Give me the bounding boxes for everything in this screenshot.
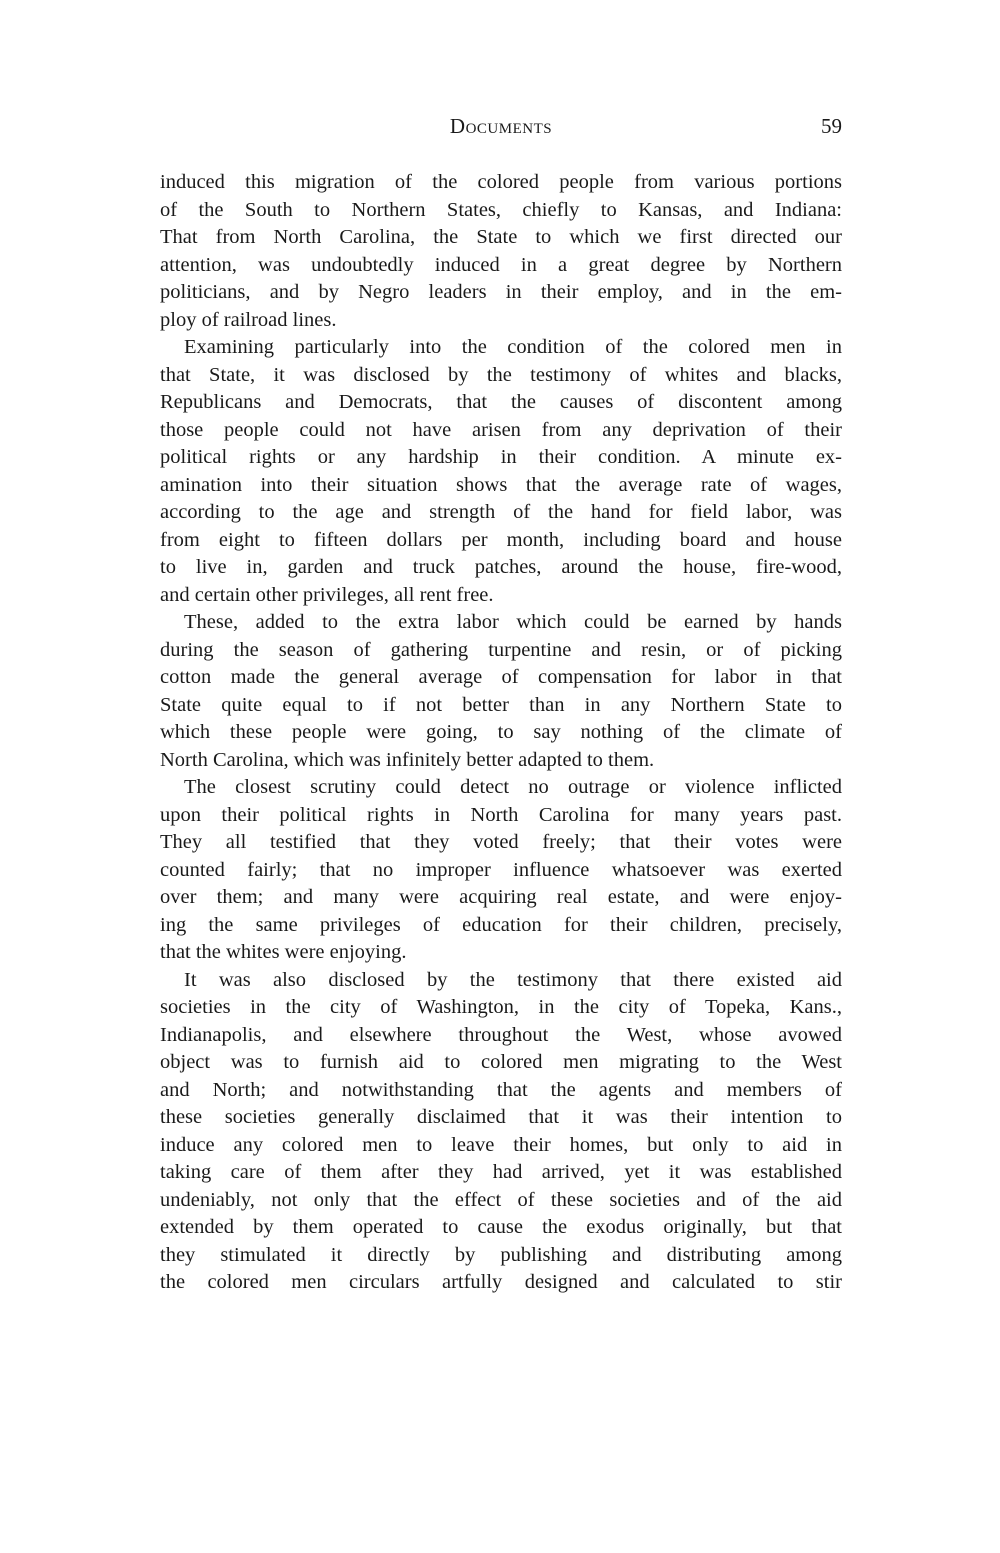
text-line: The closest scrutiny could detect no outrage or violence inflicted bbox=[184, 776, 842, 798]
text-line: Republicans and Democrats, that the causes of discontent among bbox=[160, 391, 842, 413]
text-line: Indianapolis, and elsewhere throughout the West, whose avowed bbox=[160, 1023, 842, 1046]
text-line: object was to furnish aid to colored men migrating to the West bbox=[160, 1051, 842, 1073]
text-line: and certain other privileges, all rent free. bbox=[160, 583, 494, 606]
text-line: extended by them operated to cause the exodus originally, but that bbox=[160, 1216, 842, 1238]
text-line: ing the same privileges of education for their children, precisely, bbox=[160, 913, 842, 936]
page-number: 59 bbox=[821, 114, 842, 138]
page-header bbox=[160, 114, 842, 144]
text-line: taking care of them after they had arrived, yet it was established bbox=[160, 1161, 842, 1183]
text-line: Examining particularly into the condition of the colored men in bbox=[184, 336, 842, 358]
text-line: These, added to the extra labor which could be earned by hands bbox=[184, 611, 842, 633]
paragraph bbox=[160, 774, 842, 967]
paragraph bbox=[160, 334, 842, 609]
text-line: cotton made the general average of compensation for labor in that bbox=[160, 666, 842, 688]
text-line: attention, was undoubtedly induced in a great degree by Northern bbox=[160, 253, 842, 276]
text-line: induced this migration of the colored people from various portions bbox=[160, 171, 842, 193]
text-line: which these people were going, to say nothing of the climate of bbox=[160, 721, 842, 743]
body-text bbox=[160, 169, 842, 1297]
paragraph bbox=[160, 169, 842, 334]
text-line: undeniably, not only that the effect of these societies and of the aid bbox=[160, 1188, 842, 1211]
text-line: State quite equal to if not better than in any Northern State to bbox=[160, 693, 842, 716]
text-line: induce any colored men to leave their homes, but only to aid in bbox=[160, 1133, 842, 1156]
text-line: That from North Carolina, the State to which we first directed our bbox=[160, 226, 842, 248]
text-line: societies in the city of Washington, in the city of Topeka, Kans., bbox=[160, 996, 842, 1018]
text-line: according to the age and strength of the hand for field labor, was bbox=[160, 501, 842, 523]
text-line: upon their political rights in North Carolina for many years past. bbox=[160, 803, 842, 826]
paragraph bbox=[160, 609, 842, 774]
text-line: to live in, garden and truck patches, around the house, fire-wood, bbox=[160, 556, 842, 578]
text-line: politicians, and by Negro leaders in their employ, and in the em- bbox=[160, 281, 842, 303]
text-line: those people could not have arisen from any deprivation of their bbox=[160, 418, 842, 441]
text-line: North Carolina, which was infinitely better adapted to them. bbox=[160, 748, 655, 771]
text-line: ploy of railroad lines. bbox=[160, 308, 337, 331]
text-line: from eight to fifteen dollars per month, including board and house bbox=[160, 528, 842, 551]
text-line: and North; and notwithstanding that the agents and members of bbox=[160, 1078, 842, 1101]
text-line: It was also disclosed by the testimony that there existed aid bbox=[184, 968, 842, 991]
text-line: political rights or any hardship in their condition. A minute ex- bbox=[160, 446, 842, 468]
text-line: counted fairly; that no improper influence whatsoever was exerted bbox=[160, 858, 842, 881]
text-line: that State, it was disclosed by the testimony of whites and blacks, bbox=[160, 363, 842, 386]
text-line: the colored men circulars artfully designed and calculated to stir bbox=[160, 1271, 842, 1293]
text-line: amination into their situation shows that the average rate of wages, bbox=[160, 473, 842, 496]
text-line: that the whites were enjoying. bbox=[160, 941, 407, 963]
text-line: of the South to Northern States, chiefly to Kansas, and Indiana: bbox=[160, 198, 842, 221]
text-line: during the season of gathering turpentine and resin, or of picking bbox=[160, 638, 842, 661]
running-head: Documents bbox=[449, 114, 553, 138]
text-line: over them; and many were acquiring real estate, and were enjoy- bbox=[160, 886, 842, 908]
text-line: these societies generally disclaimed that it was their intention to bbox=[160, 1106, 842, 1128]
text-line: they stimulated it directly by publishing and distributing among bbox=[160, 1243, 842, 1266]
paragraph bbox=[160, 967, 842, 1297]
text-line: They all testified that they voted freely; that their votes were bbox=[160, 831, 842, 853]
